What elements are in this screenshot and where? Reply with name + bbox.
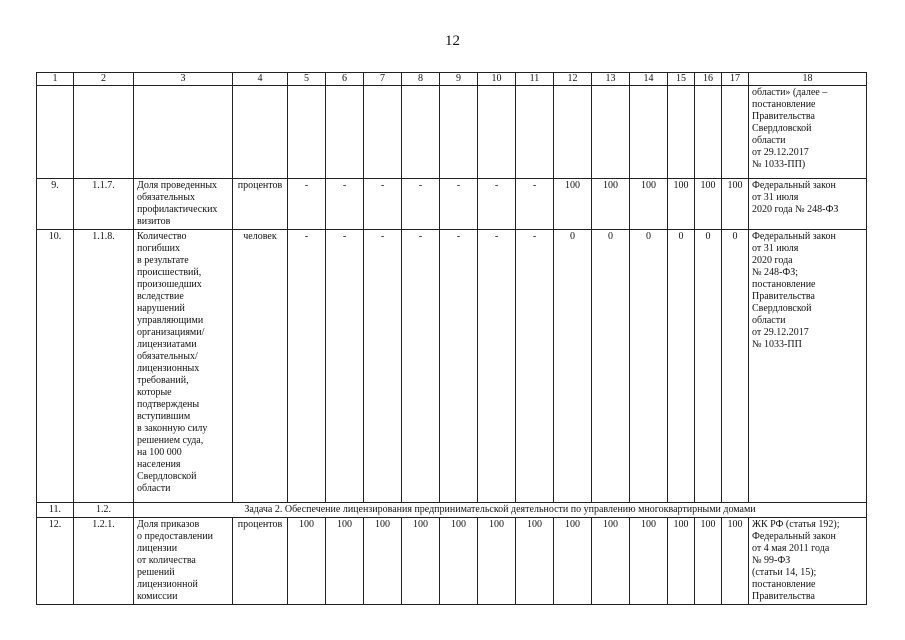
- row-number-cell: 9.: [37, 179, 74, 230]
- unit-cell: процентов: [233, 179, 288, 230]
- header-col-3: 3: [134, 73, 233, 86]
- page-number: 12: [445, 33, 460, 49]
- value-cell: 100: [478, 518, 516, 605]
- indicator-name-cell: Доля проведенных обязательных профилактических визитов: [134, 179, 233, 230]
- value-cell: 100: [402, 518, 440, 605]
- task-heading-cell: Задача 2. Обеспечение лицензирования предпринимательской деятельности по управлению многоквартирными домами: [134, 503, 867, 518]
- header-col-9: 9: [440, 73, 478, 86]
- item-code-cell: 1.1.8.: [74, 230, 134, 503]
- value-cell: -: [478, 179, 516, 230]
- value-cell: 100: [630, 179, 668, 230]
- header-col-12: 12: [554, 73, 592, 86]
- value-cell: -: [288, 230, 326, 503]
- row-number-cell: 11.: [37, 503, 74, 518]
- value-cell: 0: [592, 230, 630, 503]
- value-cell: -: [326, 230, 364, 503]
- header-col-14: 14: [630, 73, 668, 86]
- value-cell: -: [516, 230, 554, 503]
- value-cell: 100: [440, 518, 478, 605]
- header-col-8: 8: [402, 73, 440, 86]
- header-col-18: 18: [749, 73, 867, 86]
- header-col-13: 13: [592, 73, 630, 86]
- indicator-name-cell: Количество погибших в результате происшествий, произошедших вследствие нарушений управляющими организациями/ лицензиатами обязательных/ лицензионных требований, которые подтверждены вступившим в законную силу решением суда, на 100 000 населения Свердловской области: [134, 230, 233, 503]
- value-cell: -: [516, 179, 554, 230]
- value-cell: 100: [722, 179, 749, 230]
- legal-basis-cell: ЖК РФ (статья 192); Федеральный закон от 4 мая 2011 года № 99-ФЗ (статьи 14, 15); постановление Правительства: [749, 518, 867, 605]
- header-col-2: 2: [74, 73, 134, 86]
- table-row: [37, 179, 867, 230]
- value-cell: 0: [630, 230, 668, 503]
- value-cell: -: [364, 179, 402, 230]
- unit-cell: процентов: [233, 518, 288, 605]
- value-cell: -: [440, 230, 478, 503]
- header-col-1: 1: [37, 73, 74, 86]
- row-number-cell: 12.: [37, 518, 74, 605]
- value-cell: 0: [554, 230, 592, 503]
- value-cell: 100: [630, 518, 668, 605]
- value-cell: 0: [695, 230, 722, 503]
- value-cell: -: [440, 179, 478, 230]
- header-col-7: 7: [364, 73, 402, 86]
- value-cell: -: [364, 230, 402, 503]
- row-number-cell: 10.: [37, 230, 74, 503]
- legal-basis-cell: Федеральный закон от 31 июля 2020 года № 248-ФЗ; постановление Правительства Свердловской области от 29.12.2017 № 1033-ПП: [749, 230, 867, 503]
- indicator-name-cell: Доля приказов о предоставлении лицензии от количества решений лицензионной комиссии: [134, 518, 233, 605]
- value-cell: 100: [695, 179, 722, 230]
- item-code-cell: 1.2.: [74, 503, 134, 518]
- value-cell: 0: [668, 230, 695, 503]
- header-col-16: 16: [695, 73, 722, 86]
- value-cell: -: [288, 179, 326, 230]
- value-cell: 0: [722, 230, 749, 503]
- legal-basis-cell: области» (далее – постановление Правительства Свердловской области от 29.12.2017 № 1033-ПП): [749, 86, 867, 179]
- header-col-11: 11: [516, 73, 554, 86]
- value-cell: 100: [326, 518, 364, 605]
- unit-cell: человек: [233, 230, 288, 503]
- value-cell: 100: [722, 518, 749, 605]
- table-row: [37, 230, 867, 503]
- value-cell: 100: [554, 518, 592, 605]
- indicators-table: [36, 72, 867, 605]
- header-col-6: 6: [326, 73, 364, 86]
- table-row: [37, 86, 867, 179]
- value-cell: 100: [592, 518, 630, 605]
- value-cell: 100: [668, 518, 695, 605]
- header-col-17: 17: [722, 73, 749, 86]
- header-col-10: 10: [478, 73, 516, 86]
- value-cell: 100: [554, 179, 592, 230]
- value-cell: 100: [516, 518, 554, 605]
- value-cell: -: [478, 230, 516, 503]
- value-cell: 100: [288, 518, 326, 605]
- value-cell: 100: [592, 179, 630, 230]
- header-row: [37, 73, 867, 86]
- value-cell: 100: [668, 179, 695, 230]
- header-col-4: 4: [233, 73, 288, 86]
- item-code-cell: 1.1.7.: [74, 179, 134, 230]
- value-cell: -: [402, 179, 440, 230]
- value-cell: -: [326, 179, 364, 230]
- table-row: [37, 503, 867, 518]
- value-cell: -: [402, 230, 440, 503]
- value-cell: 100: [695, 518, 722, 605]
- legal-basis-cell: Федеральный закон от 31 июля 2020 года № 248-ФЗ: [749, 179, 867, 230]
- item-code-cell: 1.2.1.: [74, 518, 134, 605]
- header-col-15: 15: [668, 73, 695, 86]
- value-cell: 100: [364, 518, 402, 605]
- header-col-5: 5: [288, 73, 326, 86]
- table-row: [37, 518, 867, 605]
